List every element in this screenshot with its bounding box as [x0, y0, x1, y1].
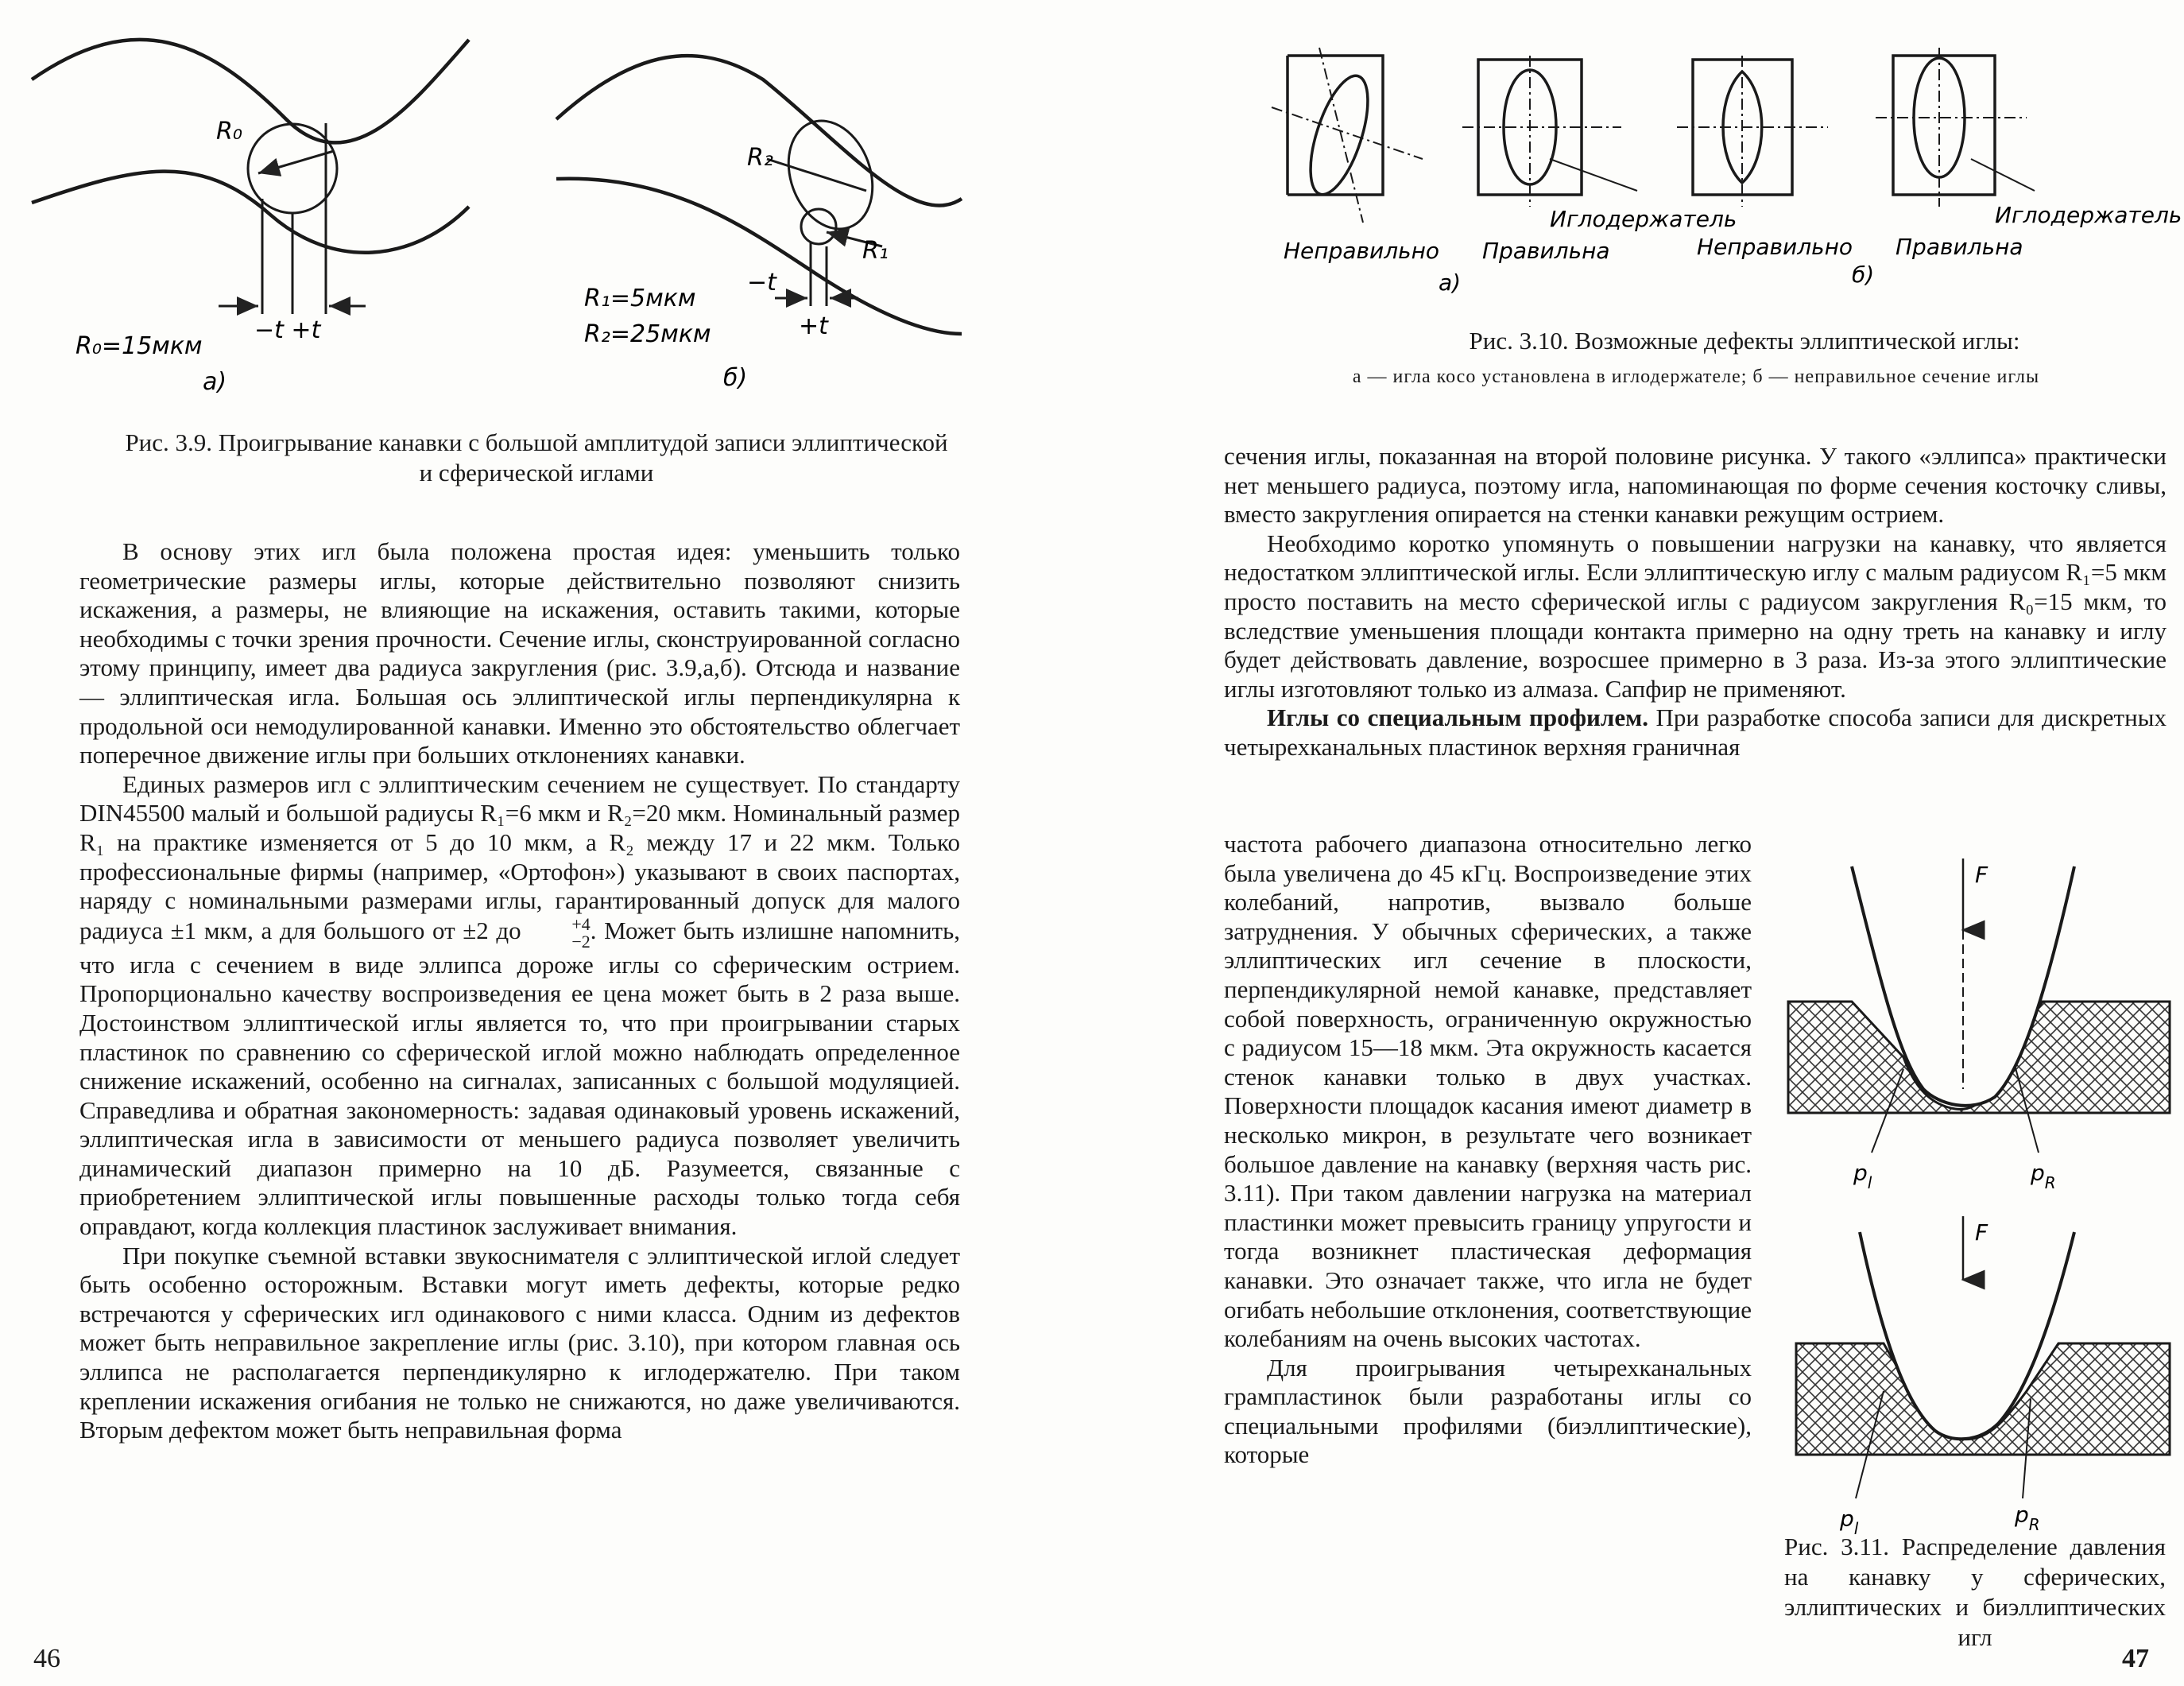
- right-paragraph-3-column: частота рабочего диапазона относительно легко была увеличена до 45 кГц. Воспроизведение этих колебаний, напротив, вызвало больше затруднения. У обычных сферических, а также эллиптических игл сечение в плоскости, перпендикулярной немой канавке, представляет собой поверхность, ограниченную окружностью с радиусом 15—18 мкм. Эта окружность касается стенок канавки только в двух участках. Поверхности площадок касания имеют диаметр в несколько микрон, в результате чего возникает большое давление на канавку (верхняя часть рис. 3.11). При таком давлении нагрузка на материал пластинки может превысить границу упругости и тогда возникнет пластическая деформация канавки. Это означает также, что игла не будет огибать небольшие отклонения, соответствующие колебаниям на очень высоких частотах.: [1224, 830, 1752, 1353]
- fig310-holder-2: Иглодержатель: [1995, 202, 2182, 228]
- fig39-t-b-plus: +t: [799, 312, 828, 340]
- figure-3-9: [0, 0, 978, 405]
- figure-3-11: [1764, 851, 2178, 1538]
- fig311-force-bottom: F: [1975, 1219, 1988, 1246]
- left-body-text: [79, 537, 960, 1445]
- fig39-label-a: а): [203, 368, 227, 396]
- left-paragraph-1: В основу этих игл была положена простая идея: уменьшить только геометрические размеры иглы, которые действительно позволяют снизить искажения, а размеры, не влияющие на искажения, оставить такими, которые необходимы с точки зрения прочности. Сечение иглы, сконструированной согласно этому принципу, имеет два радиуса закругления (рис. 3.9,а,б). Отсюда и название — эллиптическая игла. Большая ось эллиптической иглы перпендикулярна к продольной оси немодулированной канавки. Именно это обстоятельство облегчает поперечное движение иглы при больших отклонениях канавки.: [79, 537, 960, 769]
- left-page: [0, 0, 978, 1686]
- right-paragraph-3-lead: Иглы со специальным профилем. При разработке способа записи для дискретных четырехканальных пластинок верхняя граничная: [1224, 703, 2167, 761]
- left-paragraph-3: При покупке съемной вставки звукоснимателя с эллиптической иглой следует быть особенно осторожным. Вставки могут иметь дефекты, которые редко встречаются у сферических игл одинакового с ними класса. Одним из дефектов может быть неправильное закрепление иглы (рис. 3.10), при котором главная ось эллипса не располагается перпендикулярно к иглодержателю. При таком креплении искажения огибания не только не снижаются, но даже увеличиваются. Вторым дефектом может быть неправильная форма: [79, 1241, 960, 1444]
- fig310-wrong-1: Неправильно: [1284, 238, 1440, 264]
- fig310-label-a: а): [1439, 269, 1462, 296]
- page-number-right: 47: [2122, 1644, 2149, 1673]
- right-page: [1208, 0, 2184, 1686]
- fig311-pr-top: $p_R$: [2031, 1160, 2056, 1192]
- fig311-pl-top: $p_l$: [1853, 1160, 1872, 1192]
- fig310-label-b: б): [1852, 262, 1875, 288]
- fig39-r1-label: R₁: [862, 237, 889, 265]
- fig39-r2-label: R₂: [747, 144, 773, 172]
- fig311-force-top: F: [1975, 862, 1988, 888]
- fig310-right-2: Правильна: [1896, 234, 2023, 260]
- right-body-top: [1224, 442, 2167, 762]
- fig39-r1-value: R₁=5мкм: [584, 285, 696, 312]
- tolerance-fraction: +4 −2: [571, 913, 591, 952]
- right-paragraph-2: Необходимо коротко упомянуть о повышении нагрузки на канавку, что является недостатком эллиптической иглы. Если эллиптическую иглу с малым радиусом R₁=5 мкм просто поставить на место сферической иглы с радиусом закругления R₀=15 мкм, то вследствие уменьшения площади контакта примерно на одну треть на канавку и иглу будет действовать давление, возросшее примерно в 3 раза. Из-за этого эллиптические иглы изготовляют только из алмаза. Сапфир не применяют.: [1224, 529, 2167, 703]
- fig39-r0-value: R₀=15мкм: [76, 332, 203, 360]
- right-body-column: [1224, 830, 1752, 1470]
- figure-3-11-caption: Рис. 3.11. Распределение давления на канавку у сферических, эллиптических и биэллиптических игл: [1784, 1533, 2166, 1651]
- fig39-t-b-minus: −t: [747, 269, 776, 297]
- fig310-holder-1: Иглодержатель: [1550, 206, 1737, 232]
- figure-3-9-caption: Рис. 3.9. Проигрывание канавки с большой амплитудой записи эллиптической и сферической иглами: [125, 428, 948, 486]
- fig311-pl-bottom: $p_l$: [1840, 1506, 1859, 1538]
- right-paragraph-4: Для проигрывания четырехканальных грампластинок были разработаны иглы со специальными профилями (биэллиптические), которые: [1224, 1353, 1752, 1469]
- fig39-r2-value: R₂=25мкм: [584, 320, 711, 348]
- fig311-pr-bottom: $p_R$: [2015, 1502, 2040, 1534]
- fig39-t-a: −t +t: [254, 316, 321, 344]
- figure-3-10-subcaption: а — игла косо установлена в иглодержателе; б — неправильное сечение иглы: [1352, 366, 2040, 387]
- fig39-label-b: б): [723, 364, 748, 392]
- figure-3-10-caption: Рис. 3.10. Возможные дефекты эллиптической иглы:: [1469, 327, 2020, 355]
- figure-3-10: [1208, 0, 2184, 294]
- right-paragraph-1: сечения иглы, показанная на второй половине рисунка. У такого «эллипса» практически нет меньшего радиуса, поэтому игла, напоминающая по форме сечения косточку сливы, вместо закругления опирается на стенки канавки режущим острием.: [1224, 442, 2167, 529]
- fig39-r0-label: R₀: [216, 118, 242, 145]
- page-number-left: 46: [33, 1644, 60, 1673]
- fig310-wrong-2: Неправильно: [1697, 234, 1853, 260]
- section-heading-special-profile: Иглы со специальным профилем.: [1267, 703, 1648, 732]
- left-paragraph-2: Единых размеров игл с эллиптическим сечением не существует. По стандарту DIN45500 малый и большой радиусы R₁=6 мкм и R₂=20 мкм. Номинальный размер R₁ на практике изменяется от 5 до 10 мкм, а R₂ между 17 и 22 мкм. Только профессиональные фирмы (например, «Ортофон») указывают в своих паспортах, наряду с номинальными размерами иглы, гарантированный допуск для малого радиуса ±1 мкм, а для большого от ±2 до +4 −2 . Может быть излишне напомнить, что игла с сечением в виде эллипса дороже иглы со сферическим острием. Пропорционально качеству воспроизведения ее цена может быть в 2 раза выше. Достоинством эллиптической иглы является то, что при проигрывании старых пластинок по сравнению со сферической иглой можно наблюдать определенное снижение искажений, особенно на сигналах, записанных с большой модуляцией. Справедлива и обратная закономерность: задавая одинаковый уровень искажений, эллиптическая игла в зависимости от меньшего радиуса позволяет увеличить динамический диапазон примерно на 10 дБ. Разумеется, связанные с приобретением эллиптической иглы повышенные расходы только тогда себя оправдают, когда коллекция пластинок заслуживает внимания.: [79, 769, 960, 1241]
- fig310-right-1: Правильна: [1482, 238, 1610, 264]
